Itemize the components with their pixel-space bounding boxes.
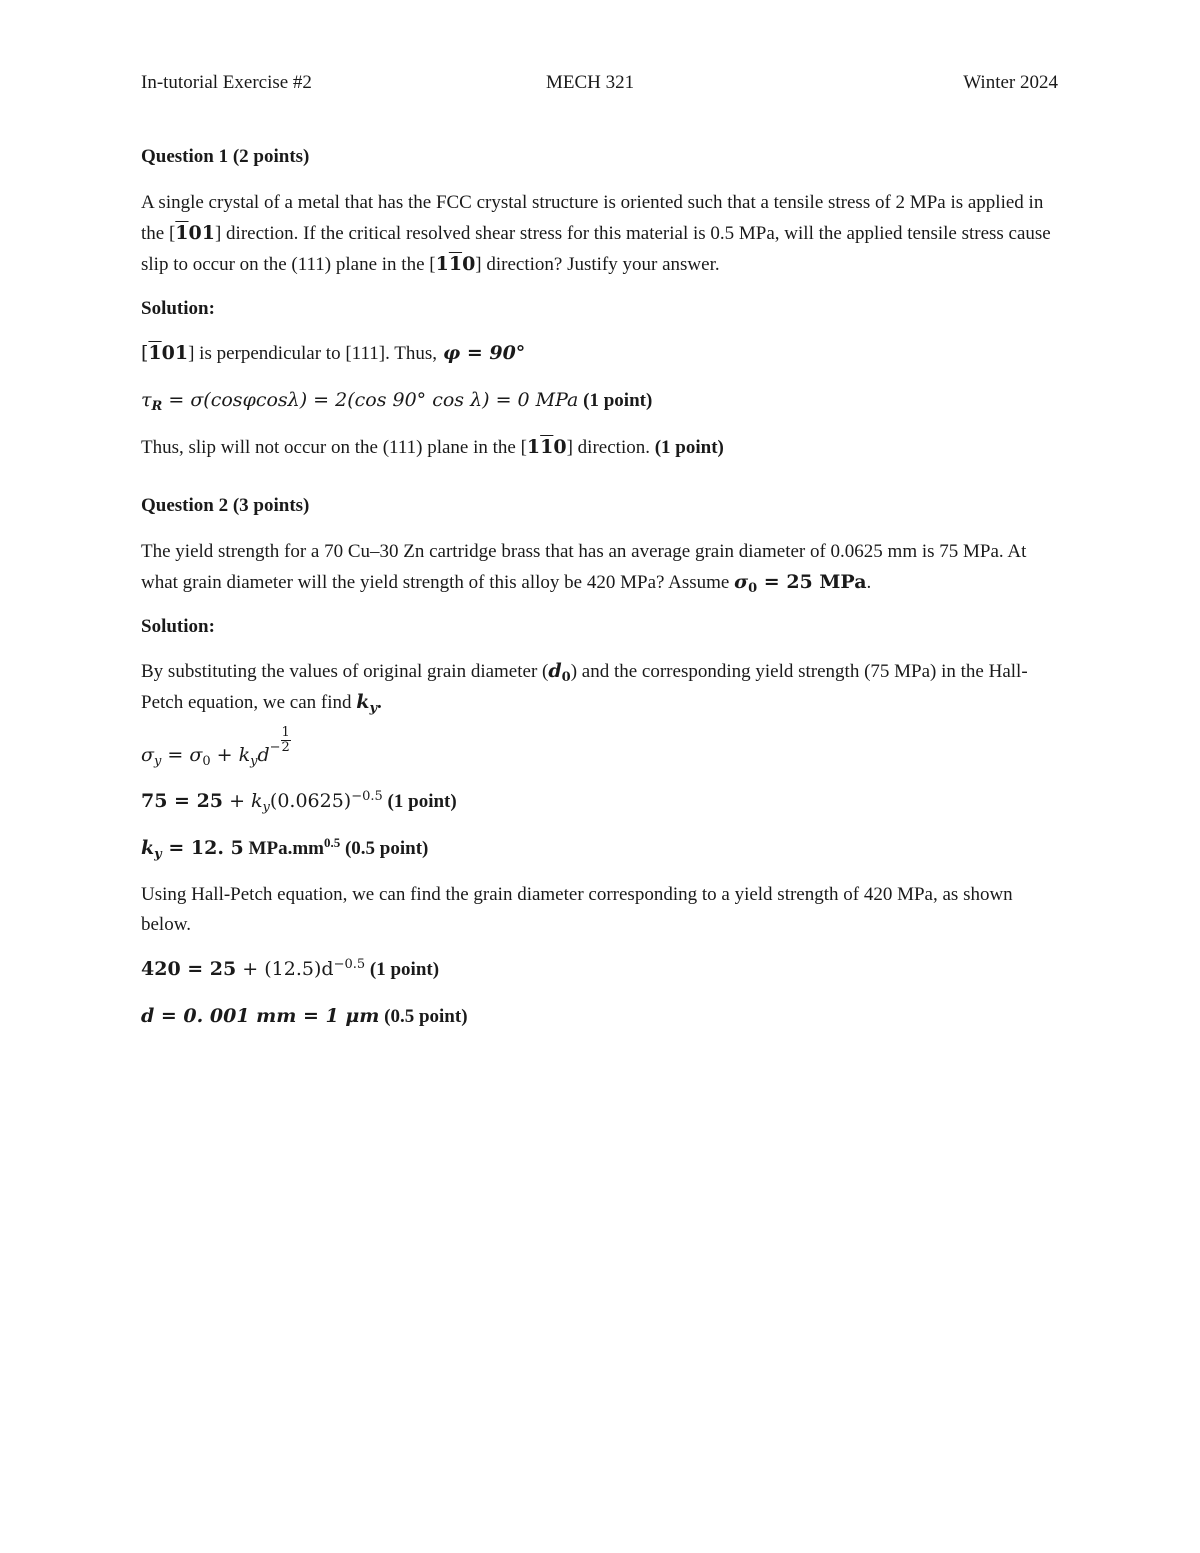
question-1-title: Question 1 (2 points)	[141, 146, 310, 167]
q1-text-b: ] direction. If the critical resolved shear stress for this material is 0.5 MPa, will the applied tensile stress cause slip to occur on the (111) plane in the [	[141, 223, 1051, 275]
q2-eq1-d: d	[257, 744, 270, 766]
q1-solution-line-2	[141, 385, 1061, 416]
q2-eq1-c: + k	[210, 744, 251, 766]
header-course-exercise: In-tutorial Exercise #2	[141, 72, 312, 93]
q2-assume-end: .	[866, 572, 872, 593]
q2-eq5-a: d = 0. 001 mm = 1 μm	[141, 1005, 380, 1027]
q1-solution-line-3	[141, 432, 1061, 463]
q2-eq4-point: (1 point)	[365, 959, 440, 980]
q2-eq1-b: = σ	[161, 744, 203, 766]
q1-l2-tau: τ	[141, 389, 152, 411]
question-1-text	[141, 188, 1061, 280]
q2-eq4-b: + (12.5)d	[236, 958, 334, 980]
q2-sol-a: By substituting the values of original grain diameter (	[141, 661, 549, 682]
q2-eq2-sup: −0.5	[351, 789, 383, 804]
q2-assume-rest: = 25 MPa	[757, 571, 867, 593]
q1-l3-point: (1 point)	[649, 437, 724, 458]
q2-text: The yield strength for a 70 Cu–30 Zn cartridge brass that has an average grain diameter of 0.0625 mm is 75 MPa. At what grain diameter will the yield strength of this alloy be 420 MPa? Assume	[141, 541, 1027, 593]
q2-solution-text	[141, 656, 1061, 718]
q2-equation-5	[141, 1001, 1061, 1032]
q2-eq5-point: (0.5 point)	[379, 1006, 468, 1027]
question-2-solution-label: Solution:	[141, 616, 215, 637]
header-term: Winter 2024	[963, 72, 1058, 93]
q2-eq3-unit: MPa.mm	[243, 838, 324, 859]
q2-eq2-point: (1 point)	[382, 791, 457, 812]
q1-l1-open: [	[141, 342, 149, 364]
q2-eq4-a: 420 = 25	[141, 958, 237, 980]
q2-sol-k-sub: y	[369, 701, 377, 716]
q2-eq1-frac-num: 1	[281, 725, 290, 740]
q2-sol-d-sub: 0	[561, 670, 571, 685]
q2-sol-b: ) and the corresponding yield strength (75 MPa) in the Hall-Petch equation, we can find	[141, 661, 1028, 713]
q2-eq1-c-sub: y	[250, 754, 258, 769]
question-gap	[141, 477, 1061, 491]
q2-eq3-a: k	[141, 837, 155, 859]
q2-eq1-neg: −	[269, 740, 281, 755]
q2-eq3-a-sub: y	[154, 847, 162, 862]
q1-l1-math: φ = 90°	[443, 342, 526, 364]
q2-eq3-unit-sup: 0.5	[323, 835, 341, 850]
q1-l1-bar: 1	[148, 342, 162, 364]
q2-equation-4	[141, 954, 1061, 985]
q1-l1-text: ] is perpendicular to [111]. Thus,	[188, 343, 437, 364]
header-course-code: MECH 321	[546, 72, 635, 93]
q1-dir2-bar: 1	[448, 253, 463, 275]
q1-l1-rest: 01	[161, 342, 189, 364]
q2-eq2-c: (0.0625)	[269, 790, 352, 812]
q1-dir2-c: 0	[462, 253, 476, 275]
q1-dir1-bar: 1	[175, 222, 189, 244]
q1-text-c: ] direction? Justify your answer.	[475, 254, 720, 275]
q2-eq1-fraction	[281, 726, 291, 755]
q1-l3-c: 0	[553, 436, 567, 458]
q1-text-a: A single crystal of a metal that has the FCC crystal structure is oriented such that a tensile stress of 2 MPa is applied in the [	[141, 192, 1044, 244]
q1-l3-text: Thus, slip will not occur on the (111) plane in the [	[141, 437, 527, 458]
q2-equation-3	[141, 833, 1061, 864]
q2-eq2-b-sub: y	[262, 800, 270, 815]
document-body	[141, 142, 1061, 1048]
q2-sol-d: d	[548, 660, 562, 682]
q2-eq3-b: = 12. 5	[161, 837, 244, 859]
q2-assume-sub: 0	[748, 581, 758, 596]
q2-eq4-sup: −0.5	[333, 957, 366, 972]
q2-eq1-a: σ	[141, 744, 154, 766]
q1-l2-rest: = σ(cosφcosλ) = 2(cos 90° cos λ) = 0 MPa	[162, 389, 579, 411]
q2-eq1-a-sub: y	[153, 754, 162, 769]
q1-l2-sub: R	[151, 399, 163, 414]
q2-equation-2	[141, 786, 1061, 817]
q1-dir2-a: 1	[435, 253, 449, 275]
question-2-title: Question 2 (3 points)	[141, 495, 310, 516]
q2-eq3-point: (0.5 point)	[340, 838, 429, 859]
question-2-text	[141, 537, 1061, 598]
q2-equation-hall-petch	[141, 726, 1061, 770]
question-1-solution-label: Solution:	[141, 298, 215, 319]
q2-eq1-frac-den: 2	[281, 740, 290, 755]
q2-eq2-a: 75 = 25	[141, 790, 224, 812]
q1-l3-a: 1	[526, 436, 541, 458]
q1-solution-line-1	[141, 338, 1061, 369]
q1-l2-point: (1 point)	[578, 390, 653, 411]
q2-sol-k: k	[356, 691, 370, 713]
q2-text-2: Using Hall-Petch equation, we can find the grain diameter corresponding to a yield strength of 420 MPa, as shown below.	[141, 884, 1013, 935]
q2-eq2-b: + k	[223, 790, 263, 812]
q2-eq1-b-sub: 0	[202, 754, 211, 769]
q2-assume-sigma: σ	[734, 571, 749, 593]
q1-l3-bar: 1	[540, 436, 554, 458]
q1-l3-end: ] direction.	[566, 437, 650, 458]
q2-sol-c: .	[377, 692, 382, 713]
q1-dir1-rest: 01	[188, 222, 215, 244]
